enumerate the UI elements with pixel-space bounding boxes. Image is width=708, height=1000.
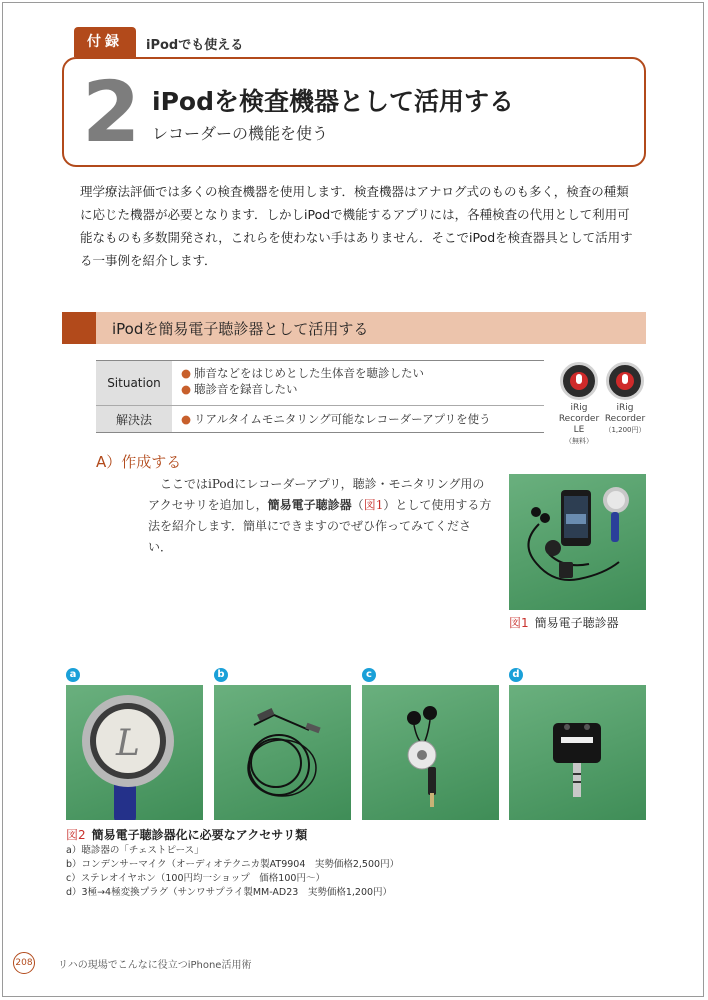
situation-item: ● 聴診音を録音したい xyxy=(181,382,298,396)
note-item: c）ステレオイヤホン（100円均一ショップ 価格100円～） xyxy=(66,873,325,884)
page-title: iPodを検査機器として活用する xyxy=(152,87,514,116)
solution-item: ● リアルタイムモニタリング可能なレコーダーアプリを使う xyxy=(181,412,491,426)
appendix-tag-text: iPodでも使える xyxy=(146,38,244,53)
microphone-icon xyxy=(606,362,644,400)
photo-badge: d xyxy=(509,668,523,682)
figure1-caption: 図1 簡易電子聴診器 xyxy=(509,616,619,630)
solution-items xyxy=(173,406,544,432)
photo-microphone xyxy=(214,685,351,820)
photo-badge: b xyxy=(214,668,228,682)
bullet-icon: ● xyxy=(181,412,192,426)
situation-table xyxy=(96,360,544,433)
subsection-body: ここではiPodにレコーダーアプリ，聴診・モニタリング用のアクセサリを追加し，簡易電子聴診器（図1）として使用する方法を紹介します．簡単にできますのでぜひ作ってみてください． xyxy=(148,477,492,554)
photo-badge: a xyxy=(66,668,80,682)
situation-item: ● 肺音などをはじめとした生体音を聴診したい xyxy=(181,366,425,380)
app-label-irig-le: iRig Recorder LE （無料） xyxy=(558,403,600,445)
subsection-heading: A）作成する xyxy=(96,453,182,471)
appendix-tag: 付録 xyxy=(74,27,136,57)
situation-items xyxy=(173,361,544,405)
page-subtitle: レコーダーの機能を使う xyxy=(152,124,329,143)
situation-row xyxy=(96,361,544,405)
note-item: a）聴診器の「チェストピース」 xyxy=(66,845,204,856)
note-item: b）コンデンサーマイク（オーディオテクニカ製AT9904 実勢価格2,500円） xyxy=(66,859,400,870)
intro-paragraph: 理学療法評価では多くの検査機器を使用します．検査機器はアナログ式のものも多く，検査の種類に応じた機器が必要となります．しかしiPodで機能するアプリには，各種検査の代用として利用可能なものも多数開発され，これらを使わない手はありません．そこでiPodを検査器具として活用する一事例を紹介します． xyxy=(80,184,633,268)
bullet-icon: ● xyxy=(181,382,192,396)
microphone-icon xyxy=(560,362,598,400)
note-item: d）3極→4極変換プラグ（サンワサプライ製MM-AD23 実勢価格1,200円） xyxy=(66,887,393,898)
situation-label: Situation xyxy=(96,361,173,405)
solution-row xyxy=(96,405,544,432)
photo-earphones xyxy=(362,685,499,820)
app-label-irig: iRig Recorder （1,200円） xyxy=(604,403,646,434)
page-number: 208 xyxy=(13,952,35,974)
photo-badge: c xyxy=(362,668,376,682)
photo-plug xyxy=(509,685,646,820)
photo-chestpiece xyxy=(66,685,203,820)
solution-label: 解決法 xyxy=(96,406,173,432)
section-bar-accent xyxy=(62,312,96,344)
bullet-icon: ● xyxy=(181,366,192,380)
figure1-photo xyxy=(509,474,646,610)
figure2-notes xyxy=(66,844,399,900)
svg-text:L: L xyxy=(116,723,140,764)
chapter-number: 2 xyxy=(82,63,141,161)
figure2-caption: 図2 簡易電子聴診器化に必要なアクセサリ類 xyxy=(66,828,308,842)
section-title: iPodを簡易電子聴診器として活用する xyxy=(112,320,369,338)
footer-book-title: リハの現場でこんなに役立つiPhone活用術 xyxy=(58,960,252,971)
